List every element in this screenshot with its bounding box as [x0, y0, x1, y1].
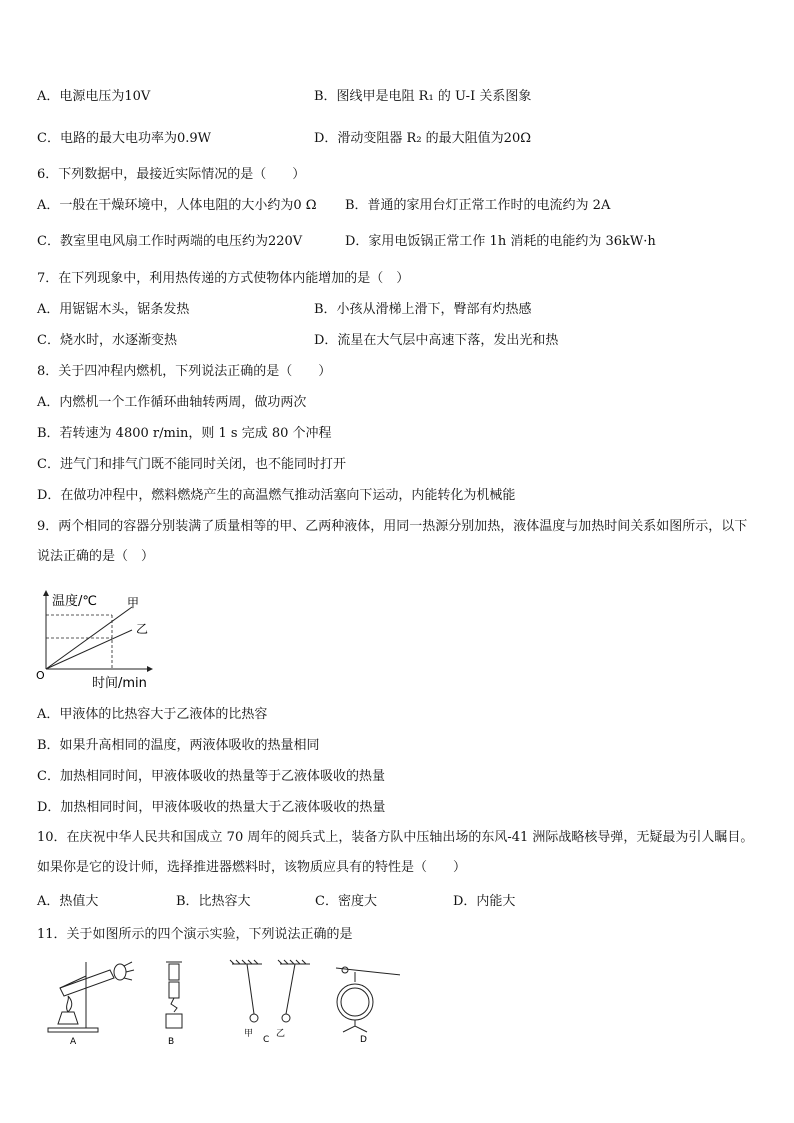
ball-yi-label: 乙: [276, 1029, 286, 1039]
q6-stem: 6．下列数据中，最接近实际情况的是（ ）: [37, 167, 306, 182]
ball-jia-label: 甲: [244, 1029, 254, 1039]
figure-d-ring-apparatus: [336, 967, 400, 1032]
figure-a-steam-test-tube: [48, 962, 134, 1032]
q8-option-b: B．若转速为 4800 r/min，则 1 s 完成 80 个冲程: [37, 426, 332, 441]
q9-option-c: C．加热相同时间，甲液体吸收的热量等于乙液体吸收的热量: [37, 769, 385, 784]
q11-experiment-figures: [40, 958, 400, 1048]
q10-stem: 10．在庆祝中华人民共和国成立 70 周年的阅兵式上，装备方队中压轴出场的东风-41 洲际战略核导弹，无疑最为引人瞩目。如果你是它的设计师，选择推进器燃料时，该物质应具有的特性是（ ）: [37, 830, 754, 875]
q6-option-a: A．一般在干燥环境中，人体电阻的大小约为0 Ω: [37, 198, 317, 213]
q7-stem: 7．在下列现象中，利用热传递的方式使物体内能增加的是（ ）: [37, 271, 410, 286]
line-yi: [46, 630, 132, 669]
q9-option-a: A．甲液体的比热容大于乙液体的比热容: [37, 707, 268, 722]
graph-ylabel: 温度/℃: [52, 594, 97, 609]
q10-option-d: D．内能大: [453, 894, 516, 909]
q6-option-b: B．普通的家用台灯正常工作时的电流约为 2A: [345, 198, 611, 213]
q9-option-b: B．如果升高相同的温度，两液体吸收的热量相同: [37, 738, 320, 753]
q5-option-b: B．图线甲是电阻 R₁ 的 U-I 关系图象: [314, 89, 532, 104]
q10-option-b: B．比热容大: [176, 894, 251, 909]
graph-xlabel: 时间/min: [92, 676, 147, 691]
figure-d-label: D: [360, 1035, 367, 1045]
q11-stem: 11．关于如图所示的四个演示实验，下列说法正确的是: [37, 927, 353, 942]
q6-option-c: C．教室里电风扇工作时两端的电压约为220V: [37, 234, 303, 249]
q5-option-c: C．电路的最大电功率为0.9W: [37, 131, 211, 146]
q9-option-d: D．加热相同时间，甲液体吸收的热量大于乙液体吸收的热量: [37, 800, 386, 815]
q7-option-b: B．小孩从滑梯上滑下，臀部有灼热感: [314, 302, 532, 317]
label-yi: 乙: [136, 622, 149, 636]
figure-c-charged-balls: [230, 960, 310, 1022]
q9-stem: 9．两个相同的容器分别装满了质量相等的甲、乙两种液体，用同一热源分别加热，液体温度与加热时间关系如图所示，以下说法正确的是（ ）: [37, 519, 748, 564]
q7-option-d: D．流星在大气层中高速下落，发出光和热: [314, 333, 559, 348]
q7-option-c: C．烧水时，水逐渐变热: [37, 333, 177, 348]
graph-origin: O: [36, 669, 45, 682]
q5-option-a: A．电源电压为10V: [37, 89, 151, 104]
q7-option-a: A．用锯锯木头，锯条发热: [37, 302, 190, 317]
figure-b-lead-cylinders: [166, 962, 182, 1028]
q9-temperature-time-graph: [30, 585, 160, 693]
q8-option-a: A．内燃机一个工作循环曲轴转两周，做功两次: [37, 395, 307, 410]
q10-option-c: C．密度大: [315, 894, 377, 909]
figure-a-label: A: [70, 1037, 77, 1047]
q8-option-c: C．进气门和排气门既不能同时关闭，也不能同时打开: [37, 457, 346, 472]
label-jia: 甲: [127, 596, 140, 610]
q8-stem: 8．关于四冲程内燃机，下列说法正确的是（ ）: [37, 364, 332, 379]
q8-option-d: D．在做功冲程中，燃料燃烧产生的高温燃气推动活塞向下运动，内能转化为机械能: [37, 488, 516, 503]
q5-option-d: D．滑动变阻器 R₂ 的最大阻值为20Ω: [314, 131, 532, 146]
figure-b-label: B: [168, 1037, 175, 1047]
q6-option-d: D．家用电饭锅正常工作 1h 消耗的电能约为 36kW·h: [345, 234, 656, 249]
q10-option-a: A．热值大: [37, 894, 99, 909]
figure-c-label: C: [263, 1035, 270, 1045]
